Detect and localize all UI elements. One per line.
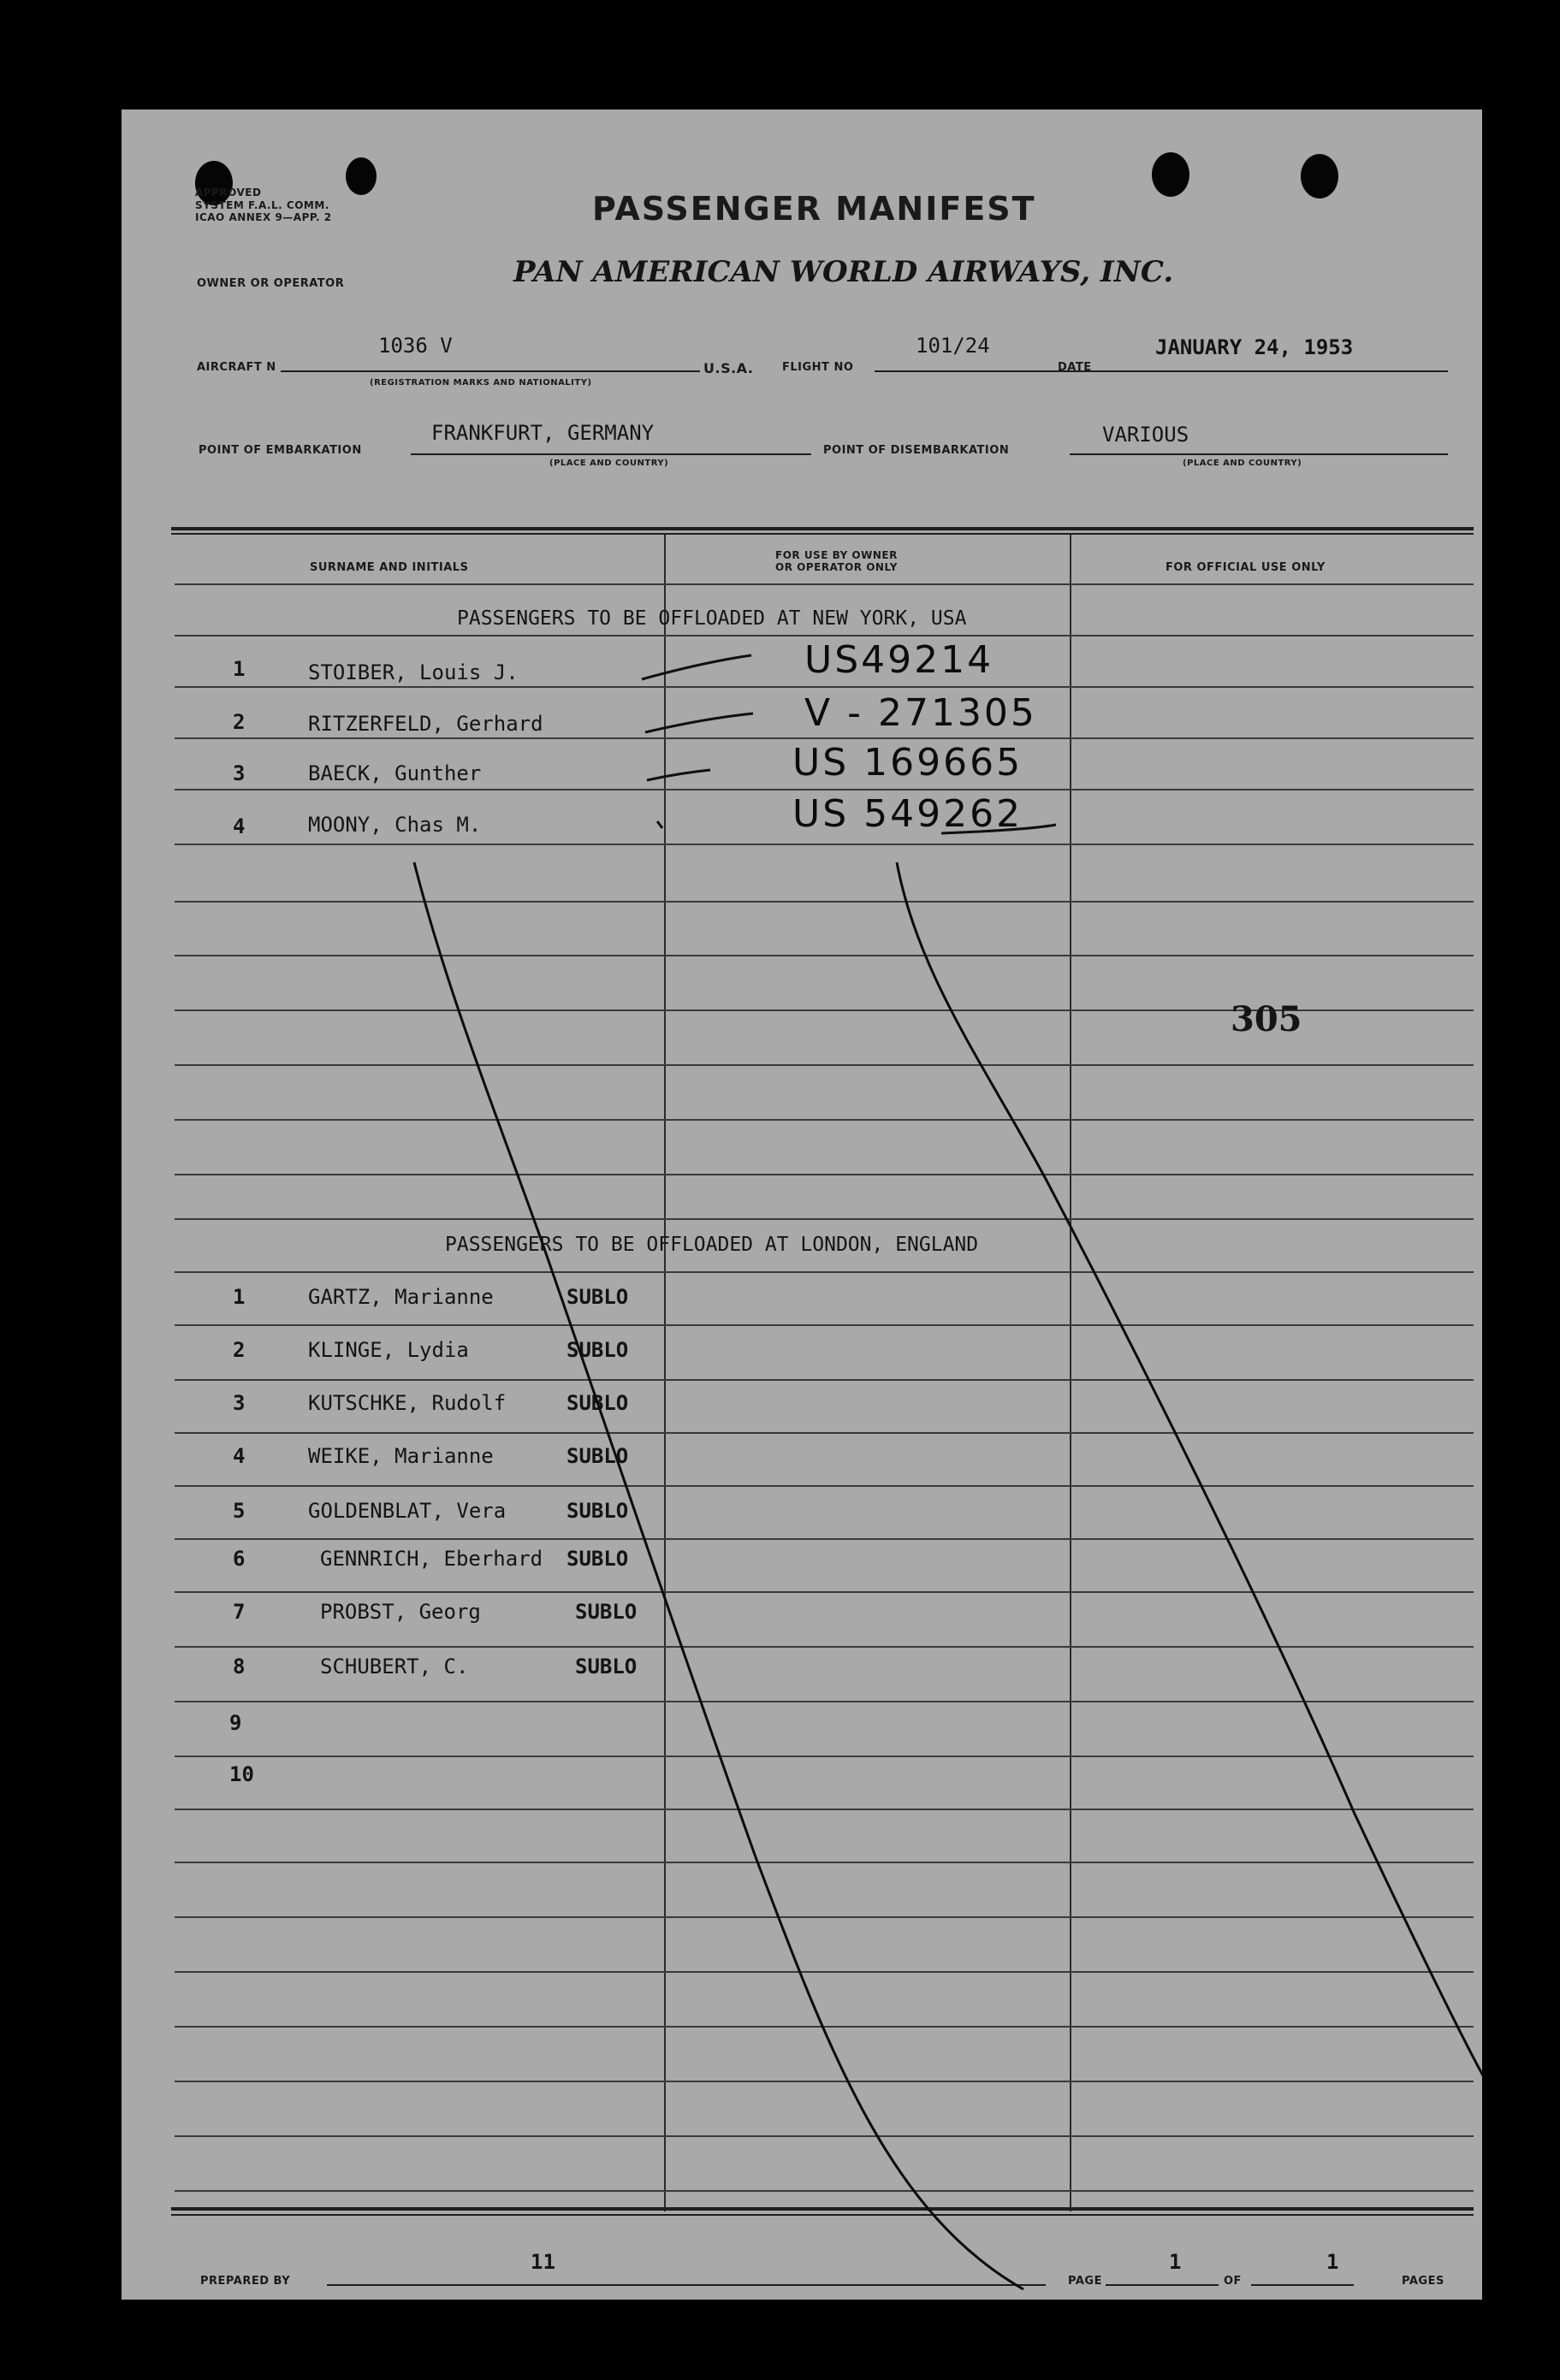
aircraft-label: AIRCRAFT N [197, 361, 276, 374]
row-number: 10 [229, 1762, 254, 1786]
row-number: 4 [233, 1444, 246, 1468]
status-code: SUBLO [566, 1391, 629, 1415]
flight-label: FLIGHT NO [782, 361, 854, 374]
row-number: 5 [233, 1499, 246, 1523]
disembark-label: POINT OF DISEMBARKATION [823, 444, 1010, 457]
handwritten-marks [122, 110, 1482, 2300]
stamp-number: 305 [1231, 999, 1302, 1039]
status-code: SUBLO [575, 1655, 638, 1678]
row-number: 1 [233, 657, 246, 681]
col-surname-header: SURNAME AND INITIALS [310, 561, 469, 574]
tick-mark [647, 770, 710, 780]
row-number: 8 [233, 1655, 246, 1678]
passenger-name: KLINGE, Lydia [308, 1338, 469, 1362]
strike-through-line [897, 862, 1482, 2077]
flight-value: 101/24 [916, 334, 990, 358]
passenger-name: SCHUBERT, C. [320, 1655, 469, 1678]
registration-caption: (REGISTRATION MARKS AND NATIONALITY) [370, 378, 592, 388]
passenger-name: RITZERFELD, Gerhard [308, 712, 543, 736]
status-code: SUBLO [566, 1444, 629, 1468]
status-code: SUBLO [566, 1285, 629, 1309]
passenger-name: GARTZ, Marianne [308, 1285, 494, 1309]
passenger-name: BAECK, Gunther [308, 761, 482, 785]
status-code: SUBLO [566, 1338, 629, 1362]
passenger-name: GENNRICH, Eberhard [320, 1547, 543, 1571]
col-owner-header: FOR USE BY OWNER [775, 549, 898, 561]
col-official-header: FOR OFFICIAL USE ONLY [1166, 561, 1326, 574]
handwritten-id: V - 271305 [804, 691, 1037, 735]
underline-mark [941, 825, 1056, 833]
of-label: OF [1224, 2275, 1242, 2288]
status-code: SUBLO [566, 1547, 629, 1571]
usa-label: U.S.A. [703, 360, 754, 376]
date-value: JANUARY 24, 1953 [1155, 335, 1354, 359]
aircraft-value: 1036 V [378, 334, 453, 358]
tick-mark [645, 713, 753, 732]
row-number: 3 [233, 1391, 246, 1415]
of-value: 1 [1326, 2250, 1339, 2274]
owner-value: PAN AMERICAN WORLD AIRWAYS, INC. [513, 255, 1174, 289]
owner-label: OWNER OR OPERATOR [197, 277, 345, 290]
disembark-value: VARIOUS [1102, 423, 1189, 447]
row-number: 2 [233, 710, 246, 734]
page-title: PASSENGER MANIFEST [592, 190, 1036, 228]
status-code: SUBLO [566, 1499, 629, 1523]
handwritten-id: US49214 [804, 638, 994, 682]
page-value: 1 [1169, 2250, 1182, 2274]
prepared-value: 11 [531, 2250, 555, 2274]
row-number: 7 [233, 1600, 246, 1624]
page-label: PAGE [1068, 2275, 1102, 2288]
embark-label: POINT OF EMBARKATION [199, 444, 362, 457]
date-label: DATE [1058, 361, 1092, 374]
passenger-name: WEIKE, Marianne [308, 1444, 494, 1468]
status-code: SUBLO [575, 1600, 638, 1624]
passenger-name: PROBST, Georg [320, 1600, 481, 1624]
embark-value: FRANKFURT, GERMANY [431, 421, 655, 445]
manifest-sheet [122, 110, 1482, 2300]
prepared-label: PREPARED BY [200, 2275, 291, 2288]
tick-mark [657, 821, 662, 828]
col-owner-header: OR OPERATOR ONLY [775, 561, 898, 573]
row-number: 6 [233, 1547, 246, 1571]
section-heading-london: PASSENGERS TO BE OFFLOADED AT LONDON, ENGLAND [445, 1234, 979, 1256]
section-heading-new-york: PASSENGERS TO BE OFFLOADED AT NEW YORK, USA [457, 607, 967, 630]
passenger-name: GOLDENBLAT, Vera [308, 1499, 507, 1523]
passenger-name: KUTSCHKE, Rudolf [308, 1391, 507, 1415]
handwritten-id: US 549262 [792, 792, 1023, 836]
row-number: 9 [229, 1711, 242, 1735]
embark-caption: (PLACE AND COUNTRY) [549, 459, 669, 468]
passenger-name: MOONY, Chas M. [308, 813, 482, 837]
row-number: 1 [233, 1285, 246, 1309]
tick-mark [642, 655, 751, 679]
disembark-caption: (PLACE AND COUNTRY) [1183, 459, 1302, 468]
approved-line: SYSTEM F.A.L. COMM. [195, 199, 329, 211]
row-number: 3 [233, 761, 246, 785]
passenger-name: STOIBER, Louis J. [308, 660, 519, 684]
pages-label: PAGES [1402, 2275, 1444, 2288]
handwritten-id: US 169665 [792, 741, 1023, 784]
strike-through-line [414, 862, 1023, 2289]
approved-line: ICAO ANNEX 9—APP. 2 [195, 211, 332, 223]
row-number: 2 [233, 1338, 246, 1362]
row-number: 4 [233, 814, 246, 838]
approved-line: APPROVED [195, 186, 262, 198]
